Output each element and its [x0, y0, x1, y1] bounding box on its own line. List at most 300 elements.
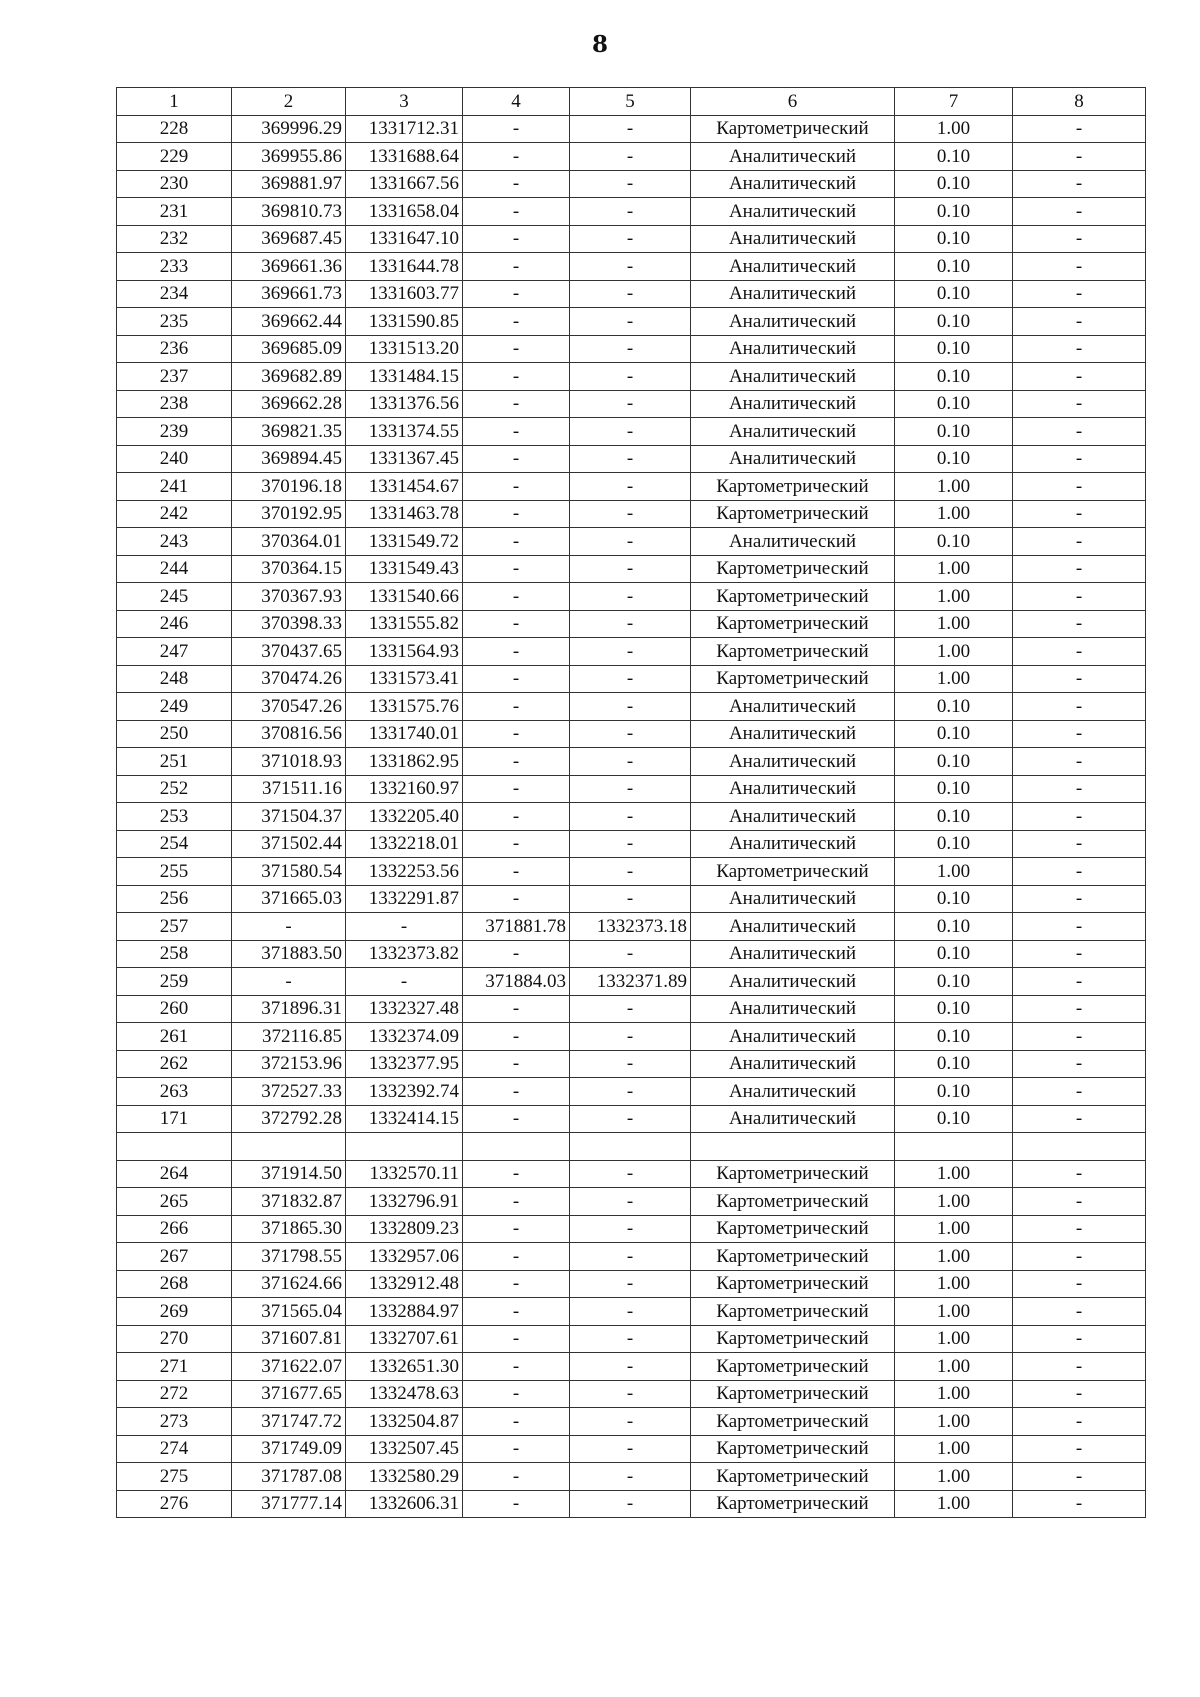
point-number-cell: 248 — [117, 665, 232, 693]
column-number-header: 3 — [346, 88, 463, 116]
table-row — [117, 885, 1146, 913]
point-number-cell: 274 — [117, 1435, 232, 1463]
note-cell: - — [1013, 1408, 1146, 1436]
point-number-cell: 239 — [117, 418, 232, 446]
y-coordinate-cell: - — [346, 968, 463, 996]
note-cell: - — [1013, 995, 1146, 1023]
table-row — [117, 638, 1146, 666]
y-new-coordinate-cell: - — [570, 555, 691, 583]
point-number-cell: 246 — [117, 610, 232, 638]
y-coordinate-cell: 1331688.64 — [346, 143, 463, 171]
accuracy-cell: 0.10 — [895, 775, 1013, 803]
y-coordinate-cell: 1331575.76 — [346, 693, 463, 721]
point-number-cell: 233 — [117, 253, 232, 281]
x-new-coordinate-cell: - — [463, 1215, 570, 1243]
table-row — [117, 720, 1146, 748]
method-cell: Аналитический — [691, 693, 895, 721]
accuracy-cell: 0.10 — [895, 390, 1013, 418]
accuracy-cell: 1.00 — [895, 638, 1013, 666]
x-new-coordinate-cell: - — [463, 1408, 570, 1436]
x-coordinate-cell: 371865.30 — [232, 1215, 346, 1243]
x-coordinate-cell: 371511.16 — [232, 775, 346, 803]
accuracy-cell: 0.10 — [895, 940, 1013, 968]
method-cell: Аналитический — [691, 445, 895, 473]
method-cell: Аналитический — [691, 830, 895, 858]
point-number-cell: 245 — [117, 583, 232, 611]
x-new-coordinate-cell: - — [463, 555, 570, 583]
y-coordinate-cell: 1331573.41 — [346, 665, 463, 693]
note-cell: - — [1013, 1105, 1146, 1133]
x-new-coordinate-cell: - — [463, 445, 570, 473]
accuracy-cell: 1.00 — [895, 858, 1013, 886]
table-row — [117, 995, 1146, 1023]
method-cell: Картометрический — [691, 1270, 895, 1298]
y-coordinate-cell: 1332504.87 — [346, 1408, 463, 1436]
point-number-cell: 247 — [117, 638, 232, 666]
point-number-cell: 273 — [117, 1408, 232, 1436]
table-row — [117, 363, 1146, 391]
x-coordinate-cell: 369881.97 — [232, 170, 346, 198]
method-cell: Аналитический — [691, 803, 895, 831]
y-coordinate-cell: 1332580.29 — [346, 1463, 463, 1491]
y-coordinate-cell: 1332377.95 — [346, 1050, 463, 1078]
note-cell: - — [1013, 1243, 1146, 1271]
y-new-coordinate-cell: - — [570, 1078, 691, 1106]
accuracy-cell: 0.10 — [895, 748, 1013, 776]
x-coordinate-cell: 371665.03 — [232, 885, 346, 913]
method-cell: Картометрический — [691, 1490, 895, 1518]
table-row — [117, 775, 1146, 803]
x-coordinate-cell: 370196.18 — [232, 473, 346, 501]
x-new-coordinate-cell: - — [463, 170, 570, 198]
table-row — [117, 913, 1146, 941]
note-cell: - — [1013, 1215, 1146, 1243]
point-number-cell: 260 — [117, 995, 232, 1023]
y-new-coordinate-cell: - — [570, 1380, 691, 1408]
x-coordinate-cell: 371883.50 — [232, 940, 346, 968]
y-new-coordinate-cell: - — [570, 610, 691, 638]
accuracy-cell — [895, 1133, 1013, 1161]
y-coordinate-cell: 1332374.09 — [346, 1023, 463, 1051]
x-coordinate-cell: 371580.54 — [232, 858, 346, 886]
table-row — [117, 418, 1146, 446]
method-cell: Картометрический — [691, 115, 895, 143]
x-coordinate-cell: 371787.08 — [232, 1463, 346, 1491]
x-new-coordinate-cell: - — [463, 1160, 570, 1188]
x-new-coordinate-cell: - — [463, 1490, 570, 1518]
x-new-coordinate-cell: - — [463, 528, 570, 556]
note-cell: - — [1013, 528, 1146, 556]
accuracy-cell: 0.10 — [895, 720, 1013, 748]
y-coordinate-cell: 1331667.56 — [346, 170, 463, 198]
note-cell: - — [1013, 775, 1146, 803]
y-coordinate-cell: 1332478.63 — [346, 1380, 463, 1408]
x-coordinate-cell: - — [232, 968, 346, 996]
y-new-coordinate-cell: - — [570, 995, 691, 1023]
method-cell: Картометрический — [691, 555, 895, 583]
point-number-cell: 234 — [117, 280, 232, 308]
y-new-coordinate-cell: - — [570, 748, 691, 776]
y-coordinate-cell: 1332327.48 — [346, 995, 463, 1023]
accuracy-cell: 0.10 — [895, 995, 1013, 1023]
accuracy-cell: 1.00 — [895, 1215, 1013, 1243]
table-row — [117, 940, 1146, 968]
x-coordinate-cell: 369682.89 — [232, 363, 346, 391]
table-row — [117, 1380, 1146, 1408]
note-cell: - — [1013, 1270, 1146, 1298]
x-coordinate-cell: 370192.95 — [232, 500, 346, 528]
method-cell: Аналитический — [691, 335, 895, 363]
y-coordinate-cell: 1331484.15 — [346, 363, 463, 391]
x-coordinate-cell: 370437.65 — [232, 638, 346, 666]
table-row — [117, 1243, 1146, 1271]
y-coordinate-cell: 1331658.04 — [346, 198, 463, 226]
x-new-coordinate-cell: - — [463, 390, 570, 418]
method-cell: Картометрический — [691, 1435, 895, 1463]
x-new-coordinate-cell: - — [463, 1380, 570, 1408]
x-coordinate-cell: 369662.28 — [232, 390, 346, 418]
method-cell: Картометрический — [691, 1215, 895, 1243]
method-cell: Картометрический — [691, 1160, 895, 1188]
point-number-cell: 262 — [117, 1050, 232, 1078]
y-coordinate-cell: - — [346, 913, 463, 941]
x-coordinate-cell: 370474.26 — [232, 665, 346, 693]
point-number-cell: 266 — [117, 1215, 232, 1243]
point-number-cell: 258 — [117, 940, 232, 968]
note-cell: - — [1013, 858, 1146, 886]
note-cell: - — [1013, 720, 1146, 748]
table-row — [117, 528, 1146, 556]
point-number-cell: 240 — [117, 445, 232, 473]
y-new-coordinate-cell: - — [570, 1325, 691, 1353]
accuracy-cell: 1.00 — [895, 1188, 1013, 1216]
x-new-coordinate-cell: - — [463, 1050, 570, 1078]
x-new-coordinate-cell: - — [463, 803, 570, 831]
point-number-cell: 253 — [117, 803, 232, 831]
y-coordinate-cell: 1332606.31 — [346, 1490, 463, 1518]
accuracy-cell: 1.00 — [895, 665, 1013, 693]
point-number-cell: 241 — [117, 473, 232, 501]
x-new-coordinate-cell: - — [463, 115, 570, 143]
table-row — [117, 693, 1146, 721]
x-coordinate-cell: 369821.35 — [232, 418, 346, 446]
method-cell: Картометрический — [691, 665, 895, 693]
x-new-coordinate-cell: - — [463, 583, 570, 611]
table-row — [117, 1353, 1146, 1381]
accuracy-cell: 0.10 — [895, 803, 1013, 831]
method-cell: Аналитический — [691, 225, 895, 253]
x-coordinate-cell: 372116.85 — [232, 1023, 346, 1051]
y-new-coordinate-cell: - — [570, 143, 691, 171]
point-number-cell: 270 — [117, 1325, 232, 1353]
accuracy-cell: 0.10 — [895, 363, 1013, 391]
y-new-coordinate-cell: - — [570, 665, 691, 693]
table-row — [117, 858, 1146, 886]
table-row — [117, 1160, 1146, 1188]
y-coordinate-cell: 1331513.20 — [346, 335, 463, 363]
x-coordinate-cell: 370547.26 — [232, 693, 346, 721]
x-coordinate-cell: 370398.33 — [232, 610, 346, 638]
column-number-header: 1 — [117, 88, 232, 116]
x-coordinate-cell: 369661.36 — [232, 253, 346, 281]
x-new-coordinate-cell: - — [463, 1435, 570, 1463]
x-coordinate-cell: 371607.81 — [232, 1325, 346, 1353]
table-row — [117, 198, 1146, 226]
y-new-coordinate-cell: - — [570, 280, 691, 308]
x-new-coordinate-cell: - — [463, 775, 570, 803]
x-new-coordinate-cell: - — [463, 1463, 570, 1491]
y-new-coordinate-cell: - — [570, 693, 691, 721]
y-coordinate-cell — [346, 1133, 463, 1161]
accuracy-cell: 1.00 — [895, 1160, 1013, 1188]
x-coordinate-cell: 371502.44 — [232, 830, 346, 858]
y-new-coordinate-cell — [570, 1133, 691, 1161]
point-number-cell: 232 — [117, 225, 232, 253]
point-number-cell: 276 — [117, 1490, 232, 1518]
column-number-header: 6 — [691, 88, 895, 116]
table-row — [117, 253, 1146, 281]
y-new-coordinate-cell: - — [570, 885, 691, 913]
y-new-coordinate-cell: - — [570, 1243, 691, 1271]
note-cell: - — [1013, 1050, 1146, 1078]
accuracy-cell: 0.10 — [895, 335, 1013, 363]
method-cell: Аналитический — [691, 308, 895, 336]
x-new-coordinate-cell: - — [463, 1188, 570, 1216]
accuracy-cell: 0.10 — [895, 308, 1013, 336]
method-cell: Аналитический — [691, 1078, 895, 1106]
y-coordinate-cell: 1331644.78 — [346, 253, 463, 281]
table-row — [117, 1463, 1146, 1491]
y-new-coordinate-cell: - — [570, 830, 691, 858]
table-row — [117, 1105, 1146, 1133]
method-cell: Аналитический — [691, 1050, 895, 1078]
accuracy-cell: 0.10 — [895, 143, 1013, 171]
point-number-cell: 228 — [117, 115, 232, 143]
y-coordinate-cell: 1331374.55 — [346, 418, 463, 446]
x-new-coordinate-cell: - — [463, 363, 570, 391]
x-new-coordinate-cell: - — [463, 720, 570, 748]
method-cell: Картометрический — [691, 473, 895, 501]
note-cell: - — [1013, 1380, 1146, 1408]
y-new-coordinate-cell: - — [570, 308, 691, 336]
table-row — [117, 308, 1146, 336]
point-number-cell: 254 — [117, 830, 232, 858]
y-new-coordinate-cell: - — [570, 720, 691, 748]
point-number-cell: 257 — [117, 913, 232, 941]
x-coordinate-cell: 371896.31 — [232, 995, 346, 1023]
note-cell: - — [1013, 1353, 1146, 1381]
accuracy-cell: 0.10 — [895, 913, 1013, 941]
y-new-coordinate-cell: 1332373.18 — [570, 913, 691, 941]
note-cell: - — [1013, 225, 1146, 253]
y-new-coordinate-cell: - — [570, 1160, 691, 1188]
method-cell: Аналитический — [691, 968, 895, 996]
y-coordinate-cell: 1331367.45 — [346, 445, 463, 473]
accuracy-cell: 0.10 — [895, 1078, 1013, 1106]
point-number-cell: 229 — [117, 143, 232, 171]
coordinates-table — [116, 87, 1146, 1518]
table-row — [117, 335, 1146, 363]
y-coordinate-cell: 1332651.30 — [346, 1353, 463, 1381]
note-cell: - — [1013, 308, 1146, 336]
y-coordinate-cell: 1331564.93 — [346, 638, 463, 666]
y-new-coordinate-cell: - — [570, 225, 691, 253]
accuracy-cell: 0.10 — [895, 528, 1013, 556]
point-number-cell: 235 — [117, 308, 232, 336]
method-cell: Картометрический — [691, 1353, 895, 1381]
table-row — [117, 1325, 1146, 1353]
y-coordinate-cell: 1332570.11 — [346, 1160, 463, 1188]
note-cell: - — [1013, 280, 1146, 308]
y-coordinate-cell: 1331862.95 — [346, 748, 463, 776]
note-cell: - — [1013, 198, 1146, 226]
method-cell: Аналитический — [691, 143, 895, 171]
y-coordinate-cell: 1332392.74 — [346, 1078, 463, 1106]
table-row — [117, 555, 1146, 583]
y-new-coordinate-cell: - — [570, 638, 691, 666]
point-number-cell: 251 — [117, 748, 232, 776]
x-new-coordinate-cell — [463, 1133, 570, 1161]
y-coordinate-cell: 1332291.87 — [346, 885, 463, 913]
x-coordinate-cell: 369687.45 — [232, 225, 346, 253]
x-coordinate-cell: 370364.01 — [232, 528, 346, 556]
point-number-cell: 252 — [117, 775, 232, 803]
y-coordinate-cell: 1332414.15 — [346, 1105, 463, 1133]
note-cell: - — [1013, 1490, 1146, 1518]
x-new-coordinate-cell: - — [463, 143, 570, 171]
point-number-cell: 256 — [117, 885, 232, 913]
y-new-coordinate-cell: - — [570, 445, 691, 473]
note-cell: - — [1013, 748, 1146, 776]
accuracy-cell: 1.00 — [895, 115, 1013, 143]
y-new-coordinate-cell: - — [570, 473, 691, 501]
accuracy-cell: 1.00 — [895, 1270, 1013, 1298]
x-coordinate-cell: 370367.93 — [232, 583, 346, 611]
x-coordinate-cell: 369662.44 — [232, 308, 346, 336]
table-row — [117, 665, 1146, 693]
x-new-coordinate-cell: - — [463, 858, 570, 886]
y-coordinate-cell: 1332507.45 — [346, 1435, 463, 1463]
y-new-coordinate-cell: - — [570, 775, 691, 803]
point-number-cell: 242 — [117, 500, 232, 528]
accuracy-cell: 0.10 — [895, 445, 1013, 473]
accuracy-cell: 0.10 — [895, 693, 1013, 721]
accuracy-cell: 1.00 — [895, 1325, 1013, 1353]
x-new-coordinate-cell: 371884.03 — [463, 968, 570, 996]
x-new-coordinate-cell: - — [463, 940, 570, 968]
point-number-cell: 238 — [117, 390, 232, 418]
y-coordinate-cell: 1331590.85 — [346, 308, 463, 336]
table-row — [117, 1188, 1146, 1216]
y-coordinate-cell: 1332957.06 — [346, 1243, 463, 1271]
y-new-coordinate-cell: - — [570, 1353, 691, 1381]
note-cell: - — [1013, 1078, 1146, 1106]
note-cell: - — [1013, 253, 1146, 281]
y-coordinate-cell: 1331454.67 — [346, 473, 463, 501]
accuracy-cell: 0.10 — [895, 830, 1013, 858]
x-coordinate-cell: 369955.86 — [232, 143, 346, 171]
method-cell: Аналитический — [691, 775, 895, 803]
point-number-cell: 261 — [117, 1023, 232, 1051]
method-cell: Картометрический — [691, 1188, 895, 1216]
column-number-row — [117, 88, 1146, 116]
x-new-coordinate-cell: - — [463, 473, 570, 501]
note-cell: - — [1013, 390, 1146, 418]
x-new-coordinate-cell: - — [463, 885, 570, 913]
note-cell — [1013, 1133, 1146, 1161]
note-cell: - — [1013, 693, 1146, 721]
accuracy-cell: 1.00 — [895, 1408, 1013, 1436]
method-cell: Картометрический — [691, 1298, 895, 1326]
y-new-coordinate-cell: - — [570, 390, 691, 418]
method-cell: Аналитический — [691, 390, 895, 418]
x-new-coordinate-cell: - — [463, 830, 570, 858]
y-coordinate-cell: 1331647.10 — [346, 225, 463, 253]
accuracy-cell: 1.00 — [895, 1243, 1013, 1271]
x-new-coordinate-cell: - — [463, 665, 570, 693]
table-row — [117, 1490, 1146, 1518]
accuracy-cell: 1.00 — [895, 583, 1013, 611]
accuracy-cell: 1.00 — [895, 1353, 1013, 1381]
x-new-coordinate-cell: - — [463, 1023, 570, 1051]
method-cell: Аналитический — [691, 280, 895, 308]
x-coordinate-cell: 371777.14 — [232, 1490, 346, 1518]
note-cell: - — [1013, 473, 1146, 501]
note-cell: - — [1013, 1160, 1146, 1188]
point-number-cell: 171 — [117, 1105, 232, 1133]
accuracy-cell: 0.10 — [895, 1023, 1013, 1051]
y-coordinate-cell: 1331603.77 — [346, 280, 463, 308]
method-cell: Аналитический — [691, 748, 895, 776]
y-new-coordinate-cell: - — [570, 1435, 691, 1463]
y-new-coordinate-cell: - — [570, 583, 691, 611]
note-cell: - — [1013, 665, 1146, 693]
x-new-coordinate-cell: - — [463, 748, 570, 776]
y-new-coordinate-cell: - — [570, 253, 691, 281]
accuracy-cell: 1.00 — [895, 1463, 1013, 1491]
y-coordinate-cell: 1331549.72 — [346, 528, 463, 556]
accuracy-cell: 0.10 — [895, 225, 1013, 253]
table-row — [117, 803, 1146, 831]
x-new-coordinate-cell: - — [463, 1298, 570, 1326]
y-coordinate-cell: 1331712.31 — [346, 115, 463, 143]
note-cell: - — [1013, 1463, 1146, 1491]
note-cell: - — [1013, 940, 1146, 968]
y-new-coordinate-cell: - — [570, 500, 691, 528]
x-coordinate-cell: 371798.55 — [232, 1243, 346, 1271]
y-coordinate-cell: 1332373.82 — [346, 940, 463, 968]
y-coordinate-cell: 1332884.97 — [346, 1298, 463, 1326]
x-coordinate-cell — [232, 1133, 346, 1161]
point-number-cell: 243 — [117, 528, 232, 556]
table-row — [117, 115, 1146, 143]
method-cell: Аналитический — [691, 913, 895, 941]
table-row — [117, 748, 1146, 776]
accuracy-cell: 0.10 — [895, 1050, 1013, 1078]
note-cell: - — [1013, 583, 1146, 611]
accuracy-cell: 1.00 — [895, 500, 1013, 528]
table-row — [117, 1023, 1146, 1051]
method-cell: Картометрический — [691, 858, 895, 886]
note-cell: - — [1013, 913, 1146, 941]
point-number-cell: 272 — [117, 1380, 232, 1408]
note-cell: - — [1013, 363, 1146, 391]
method-cell: Картометрический — [691, 1408, 895, 1436]
point-number-cell: 231 — [117, 198, 232, 226]
x-new-coordinate-cell: - — [463, 1270, 570, 1298]
note-cell: - — [1013, 143, 1146, 171]
note-cell: - — [1013, 1435, 1146, 1463]
